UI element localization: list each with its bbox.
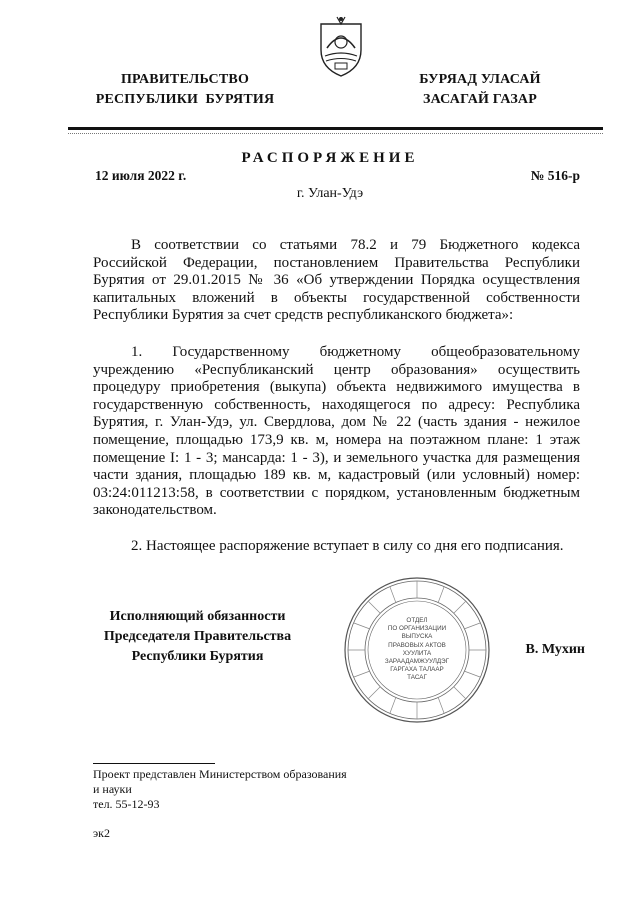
footer-note [93, 767, 413, 841]
footer-code: эк2 [93, 826, 110, 840]
footer-line1: Проект представлен Министерством образования [93, 767, 347, 781]
preamble-paragraph: В соответствии со статьями 78.2 и 79 Бюджетного кодекса Российской Федерации, постановлением Правительства Республики Бурятия от 29.01.2015 № 36 «Об утверждении Порядка осуществления капитальных вложений в объекты государственной собственности Республики Бурятия за счет средств республиканского бюджета»: [93, 237, 580, 324]
header-divider [68, 127, 603, 130]
document-type: РАСПОРЯЖЕНИЕ [241, 150, 419, 166]
signatory-line3: Республики Бурятия [131, 649, 264, 664]
official-seal [342, 575, 492, 725]
issuer-bua [380, 70, 580, 110]
seal-inner-text [370, 617, 464, 683]
item-1-paragraph: 1. Государственному бюджетному общеобразовательному учреждению «Республиканский центр образования» осуществить процедуру приобретения (выкупа) объекта недвижимого имущества в государственную собственность, находящегося по адресу: Республика Бурятия, г. Улан-Удэ, ул. Свердлова, дом № 22 (часть здания - нежилое помещение, площадью 173,9 кв. м, номера на поэтажном плане: 1 этаж помещение I: 1 - 3; мансарда: 1 - 3), и земельного участка для размещения части здания, площадью 189 кв. м, кадастровый (или условный) номер: 03:24:011213:58, в соответствии с порядком, установленным бюджетным законодательством. [93, 343, 580, 519]
issuer-bua-line1: БУРЯАД УЛАСАЙ [419, 72, 541, 87]
signatory-name: В. Мухин [525, 642, 585, 657]
signatory-line2: Председателя Правительства [103, 629, 292, 644]
seal-text-line: ХУУЛИТА [402, 649, 432, 657]
footnote-divider [93, 763, 215, 764]
issuer-ru [80, 70, 290, 110]
document-number: № 516-р [530, 168, 580, 183]
signatory-line1: Исполняющий обязанности [109, 609, 286, 624]
issuer-ru-line2: РЕСПУБЛИКИ БУРЯТИЯ [95, 92, 275, 107]
seal-text-line: ТАСАГ [407, 674, 427, 682]
document-date: 12 июля 2022 г. [95, 168, 187, 183]
header-divider-dotted [68, 133, 603, 134]
seal-text-line: ПРАВОВЫХ АКТОВ [388, 641, 446, 649]
document-city: г. Улан-Удэ [296, 186, 364, 201]
seal-text-line: ГАРГАХА ТАЛААР [390, 666, 444, 674]
seal-text-line: ОТДЕЛ [406, 617, 428, 624]
document-body [93, 237, 580, 556]
coat-of-arms-icon [313, 14, 369, 78]
signatory-position [85, 607, 310, 667]
seal-text-line: ЗАРААДАМЖУУЛДЭГ [384, 658, 450, 666]
footer-line2: и науки [93, 782, 132, 796]
item-2-paragraph: 2. Настоящее распоряжение вступает в силу со дня его подписания. [131, 537, 564, 554]
seal-text-line: ВЫПУСКА [401, 633, 433, 641]
footer-line3: тел. 55-12-93 [93, 797, 160, 811]
issuer-bua-line2: ЗАСАГАЙ ГАЗАР [422, 92, 537, 107]
seal-text-line: ПО ОРГАНИЗАЦИИ [387, 625, 447, 633]
issuer-ru-line1: ПРАВИТЕЛЬСТВО [120, 72, 250, 87]
